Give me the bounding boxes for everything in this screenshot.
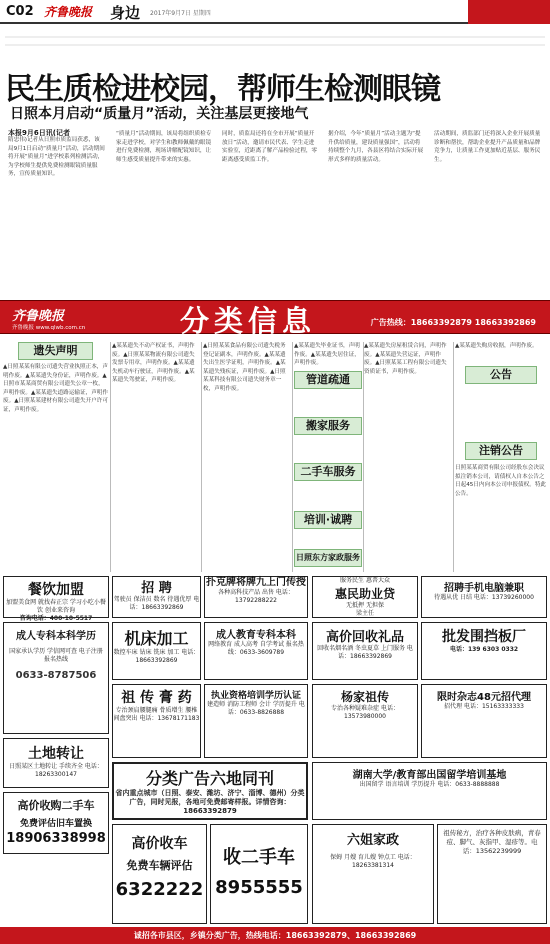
section-name: 身边: [110, 4, 141, 22]
issue-meta: 2017年9月7日 星期四: [150, 10, 211, 17]
ad-training-text: 建造师 消防工程师 会计 学历提升 电话：0633-8826888: [207, 701, 305, 716]
header-red-block: [468, 0, 550, 24]
col-f-text: ▲某某遗失购房收据，声明作废。: [455, 343, 538, 349]
ad-classified-text: 省内重点城市（日照、泰安、潍坊、济宁、淄博、德州）分类广告，同时见报，各地可免费邮寄样报。详情咨询：18663392879: [115, 789, 305, 815]
article-col-4-text: 据介绍，今年“质量月”活动主题为“提升供给质量，建设质量强国”，活动将持续整个九月，各县区将结合实际开展形式多样的质量活动。: [328, 131, 424, 163]
ad-hunan-title: 湖南大学/教育部出国留学培训基地: [352, 770, 507, 781]
ad-recruit-text: 驾驶员 保洁员 数名 待遇优厚 电话：18663392869: [113, 596, 200, 611]
ad-benefit-contact: 梁主任: [355, 610, 374, 617]
ad-ancestral[interactable]: [312, 684, 418, 758]
article-col-5: [434, 130, 544, 288]
banner-url: 齐鲁晚报 www.qlwb.com.cn: [12, 325, 86, 331]
ad-limited-text: 招代理 电话：15163333333: [444, 703, 524, 710]
ad-ancestral-title: 杨家祖传: [340, 690, 389, 704]
ad-rent-text: 专治颈肩腰腿痛 骨质增生 腰椎间盘突出 电话：13678171183: [113, 707, 200, 722]
article-col-2: [116, 130, 212, 288]
ad-school-text: 国家承认学历 学信网可查 电子注册 报名热线: [9, 648, 103, 663]
ad-training-title: 执业资格培训学历认证: [210, 691, 301, 701]
ad-adult-edu[interactable]: [204, 622, 308, 680]
tag-housekeeping: 日照东方家政服务: [294, 549, 362, 567]
ad-restaurant-phone: 咨询电话：400-10-5517: [19, 615, 93, 622]
ad-poker[interactable]: [204, 576, 308, 618]
ad-car-collect-phone: 6322222: [115, 879, 204, 900]
page-footer: 诚招各市县区，乡镇分类广告，热线电话：18663392879、18663392869: [0, 927, 550, 944]
article-col-5-text: 活动期间，质监部门还将深入企业开展质量诊断和帮扶，帮助企业提升产品质量和品牌竞争力，让质量工作更加贴近基层、服务民生。: [434, 131, 541, 163]
classified-col-a: [3, 342, 108, 572]
article-col-3-text: 同时，质监局还将在全市开展“质量开放日”活动，邀请市民代表、学生走进实验室，近距离了解产品检验过程，零距离感受质监工作。: [222, 131, 318, 163]
ad-school-phone: 0633-8787506: [15, 670, 97, 681]
ad-machining-title: 机床加工: [124, 629, 189, 648]
article-col-1-text: 隋忠伟)记者从日照市质监局获悉，该局9月1日启动“质量月”活动，活动期间将开展“质量月”进学校系列检测活动，为学校师生提供免费检测眼镜质量服务，宣传质量知识。: [8, 137, 105, 178]
tag-pipe: 管道疏通: [294, 371, 362, 389]
ad-housekeeping-title: 六姐家政: [346, 833, 399, 848]
ad-wholesale-text: 电话：139 6303 0332: [449, 646, 519, 653]
col-e-text: ▲某某遗失房屋租赁合同，声明作废。▲某某遗失营运证，声明作废。▲日照某某工程有限公司遗失资质证书，声明作废。: [364, 343, 447, 375]
ad-recruit[interactable]: [112, 576, 201, 618]
ad-ancestral-2-text: 祖传秘方，治疗各种皮肤病，青春痘、脚气、灰指甲、湿疹等。电话：13562239999: [443, 829, 541, 855]
ad-ancestral-2[interactable]: [437, 824, 547, 924]
tag-used-car: 二手车服务: [294, 463, 362, 481]
col-d-text: ▲某某遗失毕业证书，声明作废。▲某某遗失居住证，声明作废。: [294, 343, 360, 367]
ad-school[interactable]: [3, 622, 109, 734]
ad-poker-text: 各种高科技产品 出售 电话：13792288222: [218, 589, 294, 604]
divider: [110, 342, 111, 572]
ad-phone-recruit[interactable]: [421, 576, 547, 618]
banner-title: 分类信息: [180, 304, 317, 338]
ad-benefit-sub: 服务民生 惠普大众: [340, 577, 390, 584]
tag-cancel-notice: 注销公告: [465, 442, 537, 460]
tag-notice: 公告: [465, 366, 537, 384]
banner-phone: 广告热线：18663392879 18663392869: [370, 318, 536, 327]
ad-benefit-text: 无抵押 无担保: [346, 602, 384, 609]
top-faint-area: [5, 30, 545, 58]
ad-poker-title: 扑克牌将牌九上门传授: [206, 577, 306, 588]
ad-classified[interactable]: [112, 762, 308, 820]
ad-training[interactable]: [204, 684, 308, 758]
ad-limited-title: 限时杂志48元招代理: [437, 692, 531, 703]
col-a-text: ▲日照某某有限公司遗失营业执照正本，声明作废。▲某某遗失身份证，声明作废。▲日照市某某商贸有限公司遗失公章一枚，声明作废。▲某某遗失道路运输证，声明作废。▲日照某某建材有限公司遗失开户许可证，声明作废。: [3, 364, 108, 413]
ad-car-collect-title: 高价收车: [131, 836, 188, 852]
ad-rent-title: 祖 传 膏 药: [121, 690, 192, 706]
ad-used-car-title: 收二手车: [223, 847, 295, 868]
classified-banner: [0, 300, 550, 338]
ad-land-text: 日照某区土地转让 手续齐全 电话：18263300147: [9, 763, 103, 778]
ad-school-title: 成人专科本科学历: [16, 631, 96, 642]
tag-training: 培训·诚聘: [294, 511, 362, 529]
ad-car-collect-text: 免费车辆评估: [126, 859, 193, 872]
divider: [292, 342, 293, 572]
ad-hunan[interactable]: [312, 762, 547, 820]
ad-ancestral-text: 专治各种疑难杂症 电话：13573980000: [331, 705, 399, 720]
ad-rent[interactable]: [112, 684, 201, 758]
ad-limited[interactable]: [421, 684, 547, 758]
classified-col-b: [112, 342, 200, 572]
article-subhead: 日照本月启动“质量月”活动，关注基层更接地气: [10, 106, 309, 122]
newspaper-brand: 齐鲁晚报: [44, 5, 93, 19]
ad-used-car-buy-phone: 18906338998: [6, 831, 106, 846]
col-f-text2: 日照某某商贸有限公司经股东会决议拟注销本公司，请债权人自本公告之日起45日内向本公司申报债权。特此公告。: [455, 465, 547, 497]
banner-logo: 齐鲁晚报: [12, 309, 65, 324]
ad-used-car-buy-text: 免费评估旧车置换: [19, 819, 92, 829]
ad-recycle-text: 回收名烟名酒 冬虫夏草 上门服务 电话：18663392869: [317, 645, 413, 660]
article-col-2-text: “质量月”活动期间，该局将组织质检专家走进学校，对学生和教师佩戴的眼镜进行免费检测，现场讲解配镜知识，让师生感受质量提升带来的实惠。: [116, 131, 212, 163]
article-col-4: [328, 130, 424, 288]
ad-phone-recruit-title: 招聘手机电脑兼职: [444, 583, 524, 594]
divider: [201, 342, 202, 572]
classified-col-e: [364, 342, 452, 572]
ad-benefit[interactable]: [312, 576, 418, 618]
ad-wholesale[interactable]: [421, 622, 547, 680]
ad-recycle[interactable]: [312, 622, 418, 680]
ad-restaurant-title: 餐饮加盟: [28, 582, 84, 598]
ad-used-car-buy[interactable]: [3, 792, 109, 854]
col-c-text: ▲日照某某食品有限公司遗失税务登记证副本，声明作废。▲某某遗失出生医学证明，声明作废。▲某某遗失残疾证，声明作废。▲日照某某科技有限公司遗失财务章一枚，声明作废。: [203, 343, 286, 392]
classified-col-d: [294, 342, 362, 572]
tag-moving: 搬家服务: [294, 417, 362, 435]
ad-restaurant[interactable]: [3, 576, 109, 622]
article-headline: 民生质检进校园，帮师生检测眼镜: [5, 72, 440, 107]
article-lead: 本报9月6日讯(记者: [8, 129, 70, 137]
ad-wholesale-title: 批发围挡板厂: [442, 629, 526, 645]
ad-adult-edu-title: 成人教育专科本科: [216, 630, 296, 641]
page-number: C02: [6, 4, 34, 19]
article-col-3: [222, 130, 318, 288]
ad-used-car-phone: 8955555: [215, 877, 303, 898]
ad-hunan-text: 出国留学 语言培训 学历提升 电话：0633-8888888: [359, 781, 500, 788]
page-header: [0, 0, 550, 24]
ad-land[interactable]: [3, 738, 109, 788]
ad-recycle-title: 高价回收礼品: [325, 630, 404, 645]
ad-classified-title: 分类广告六地同刊: [145, 769, 274, 788]
ad-recruit-title: 招 聘: [141, 581, 172, 596]
ad-machining-text: 数控车床 钻床 铣床 加工 电话：18663392869: [113, 649, 200, 664]
ad-machining[interactable]: [112, 622, 201, 680]
ad-housekeeping[interactable]: [312, 824, 434, 924]
ad-adult-edu-text: 网络教育 成人高考 自学考试 报名热线：0633-3609789: [208, 641, 304, 656]
ad-car-collect[interactable]: [112, 824, 207, 924]
ad-benefit-title: 惠民助业贷: [334, 587, 395, 601]
col-b-text: ▲某某遗失不动产权证书，声明作废。▲日照某某物流有限公司遗失发票专用章，声明作废。▲某某遗失机动车行驶证，声明作废。▲某某遗失驾驶证，声明作废。: [112, 343, 195, 384]
article-col-1: [8, 136, 105, 294]
lost-notice-tag: 遗失声明: [18, 342, 93, 360]
classified-col-c: [203, 342, 291, 572]
ad-phone-recruit-text: 待遇从优 日结 电话：13739260000: [434, 594, 534, 601]
ad-housekeeping-text: 保姆 月嫂 育儿嫂 钟点工 电话：18263381314: [330, 854, 416, 869]
ad-used-car-buy-title: 高价收购二手车: [17, 799, 95, 812]
ad-used-car[interactable]: [210, 824, 308, 924]
divider: [453, 342, 454, 572]
ad-restaurant-text: 加盟美食网 就找春正宗 学习小吃小餐饮 创业来咨询: [6, 599, 106, 614]
ad-land-title: 土地转让: [28, 746, 84, 762]
classified-col-f: [455, 342, 547, 572]
